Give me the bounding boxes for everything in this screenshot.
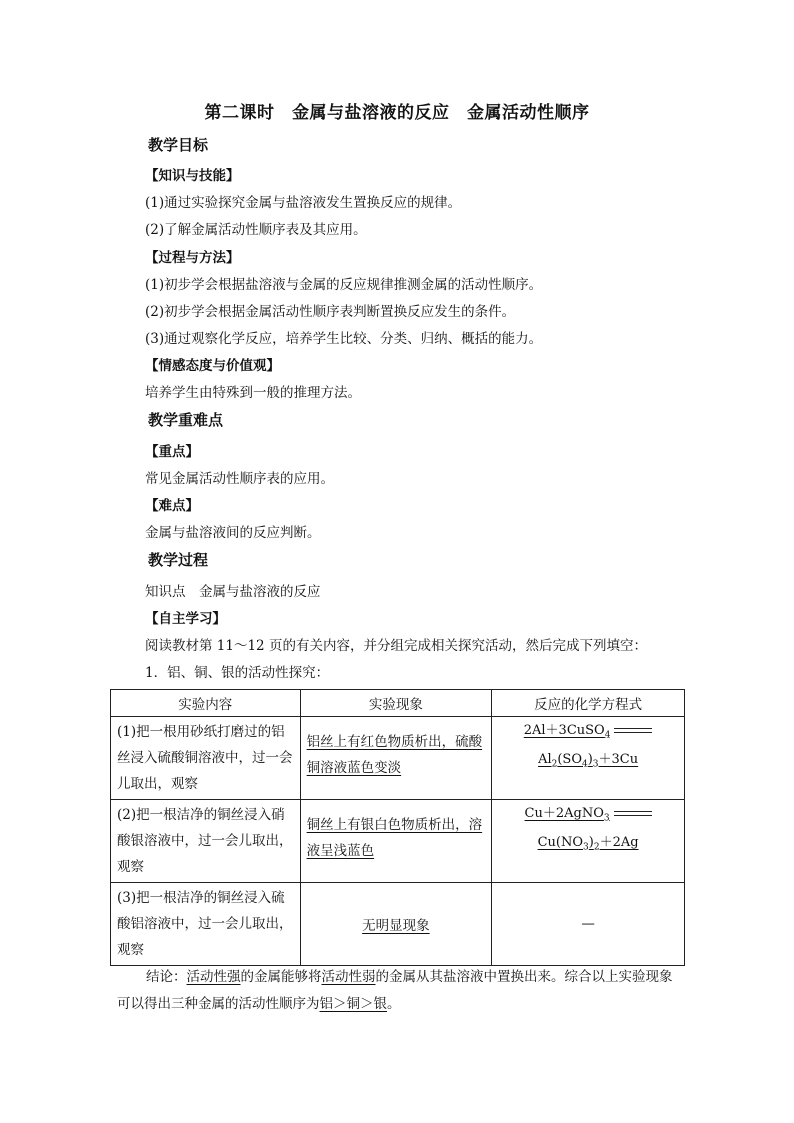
table-row: [111, 717, 685, 800]
header-observation: 实验现象: [300, 690, 492, 717]
row-observation: 铝丝上有红色物质析出，硫酸铜溶液蓝色变淡: [300, 717, 492, 800]
knowledge-item-2: (2)了解金属活动性顺序表及其应用。: [145, 222, 367, 238]
process-item-3: (3)通过观察化学反应，培养学生比较、分类、归纳、概括的能力。: [145, 331, 543, 347]
heading-objectives: 教学目标: [148, 136, 209, 154]
heading-process: 教学过程: [148, 551, 209, 569]
knowledge-point: 知识点 金属与盐溶液的反应: [145, 584, 321, 600]
table-row: [111, 883, 685, 966]
table-header-row: [111, 690, 685, 717]
equals-sign-icon: [614, 810, 652, 818]
row-equation: 2Al＋3CuSO$_4$ $Al_2(SO_4)_3+3Cu$: [492, 717, 685, 800]
process-item-1: (1)初步学会根据盐溶液与金属的反应规律推测金属的活动性顺序。: [145, 277, 543, 293]
row-observation: 无明显现象: [300, 883, 492, 966]
page-title: 第二课时 金属与盐溶液的反应 金属活动性顺序: [204, 103, 590, 123]
process-item-2: (2)初步学会根据金属活动性顺序表判断置换反应发生的条件。: [145, 304, 516, 320]
difficulty-text: 金属与盐溶液间的反应判断。: [145, 525, 321, 541]
row-content: (1)把一根用砂纸打磨过的铝丝浸入硫酸铜溶液中，过一会儿取出，观察: [111, 717, 301, 800]
tag-self-study: 【自主学习】: [145, 611, 226, 627]
row-content: (3)把一根洁净的铜丝浸入硫酸铝溶液中，过一会儿取出，观察: [111, 883, 301, 966]
reading-instruction: 阅读教材第 11～12 页的有关内容，并分组完成相关探究活动，然后完成下列填空：: [145, 638, 647, 654]
row-observation: 铜丝上有银白色物质析出，溶液呈浅蓝色: [300, 800, 492, 883]
tag-focus: 【重点】: [145, 444, 199, 460]
row-content: (2)把一根洁净的铜丝浸入硝酸银溶液中，过一会儿取出，观察: [111, 800, 301, 883]
header-equation: 反应的化学方程式: [492, 690, 685, 717]
tag-emotion: 【情感态度与价值观】: [145, 358, 280, 374]
emotion-item-1: 培养学生由特殊到一般的推理方法。: [145, 385, 361, 401]
tag-difficulty: 【难点】: [145, 498, 199, 514]
experiment-table: [110, 689, 685, 966]
equals-sign-icon: [614, 727, 652, 735]
row-equation: —: [492, 883, 685, 966]
tag-knowledge: 【知识与技能】: [145, 168, 240, 184]
item-1-heading: 1．铝、铜、银的活动性探究：: [145, 665, 330, 681]
focus-text: 常见金属活动性顺序表的应用。: [145, 471, 334, 487]
table-row: [111, 800, 685, 883]
heading-key-points: 教学重难点: [148, 411, 224, 429]
knowledge-item-1: (1)通过实验探究金属与盐溶液发生置换反应的规律。: [145, 195, 462, 211]
header-content: 实验内容: [111, 690, 301, 717]
tag-process: 【过程与方法】: [145, 250, 240, 266]
row-equation: Cu＋2AgNO$_3$ $Cu(NO_3)_2+2Ag$: [492, 800, 685, 883]
conclusion-paragraph: 结论：活动性强的金属能够将活动性弱的金属从其盐溶液中置换出来。综合以上实验现象可以得出三种金属的活动性顺序为铝＞铜＞银。: [117, 969, 673, 1012]
